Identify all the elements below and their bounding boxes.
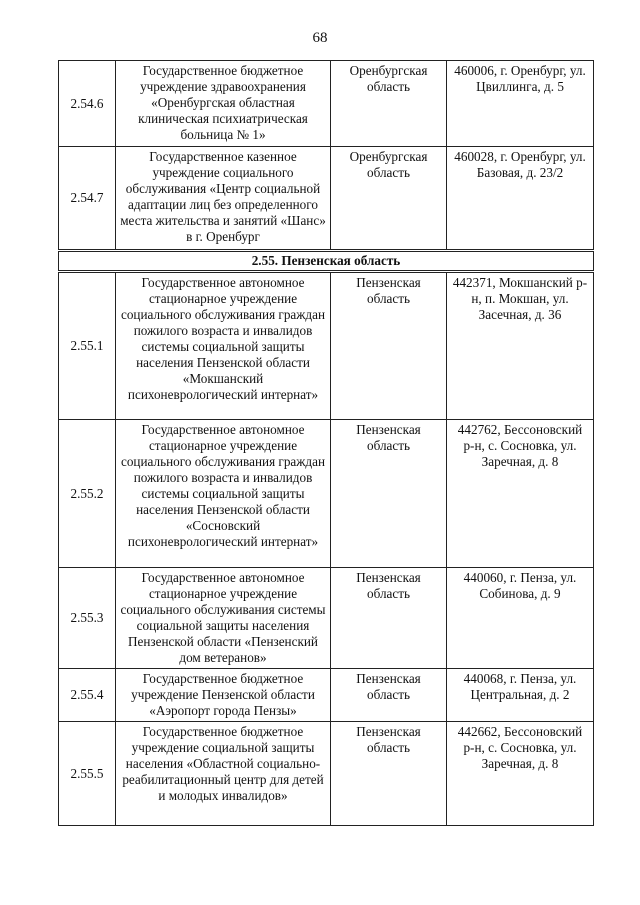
row-number: 2.54.6: [59, 61, 116, 147]
address: 460028, г. Оренбург, ул. Базовая, д. 23/2: [447, 147, 594, 251]
address: 440068, г. Пенза, ул. Центральная, д. 2: [447, 669, 594, 722]
institution-name: Государственное бюджетное учреждение социальной защиты населения «Областной социально-реабилитационный центр для детей и молодых инвалидов»: [116, 722, 331, 826]
table-row: [59, 420, 594, 568]
institution-name: Государственное автономное стационарное учреждение социального обслуживания граждан пожилого возраста и инвалидов системы социальной защиты населения Пензенской области «Сосновский психоневрологический интернат»: [116, 420, 331, 568]
row-number: 2.55.2: [59, 420, 116, 568]
address: 460006, г. Оренбург, ул. Цвиллинга, д. 5: [447, 61, 594, 147]
region: Оренбургская область: [331, 61, 447, 147]
address: 442371, Мокшанский р-н, п. Мокшан, ул. Засечная, д. 36: [447, 272, 594, 420]
institution-name: Государственное автономное стационарное учреждение социального обслуживания системы социальной защиты населения Пензенской области «Пензенский дом ветеранов»: [116, 568, 331, 669]
row-number: 2.55.3: [59, 568, 116, 669]
row-number: 2.55.4: [59, 669, 116, 722]
region: Пензенская область: [331, 272, 447, 420]
page-number: 68: [312, 30, 328, 46]
table-row: [59, 568, 594, 669]
row-number: 2.54.7: [59, 147, 116, 251]
table-row: [59, 147, 594, 251]
row-number: 2.55.1: [59, 272, 116, 420]
institution-name: Государственное автономное стационарное учреждение социального обслуживания граждан пожилого возраста и инвалидов системы социальной защиты населения Пензенской области «Мокшанский психоневрологический интернат»: [116, 272, 331, 420]
region: Пензенская область: [331, 722, 447, 826]
institution-name: Государственное бюджетное учреждение здравоохранения «Оренбургская областная клиническая психиатрическая больница № 1»: [116, 61, 331, 147]
address: 442762, Бессоновский р-н, с. Сосновка, ул. Заречная, д. 8: [447, 420, 594, 568]
institution-name: Государственное бюджетное учреждение Пензенской области «Аэропорт города Пензы»: [116, 669, 331, 722]
section-title: 2.55. Пензенская область: [59, 251, 594, 272]
table-row: [59, 272, 594, 420]
region: Пензенская область: [331, 420, 447, 568]
region: Пензенская область: [331, 669, 447, 722]
registry-table: [58, 60, 594, 826]
table-row: [59, 61, 594, 147]
address: 442662, Бессоновский р-н, с. Сосновка, ул. Заречная, д. 8: [447, 722, 594, 826]
address: 440060, г. Пенза, ул. Собинова, д. 9: [447, 568, 594, 669]
region: Оренбургская область: [331, 147, 447, 251]
region: Пензенская область: [331, 568, 447, 669]
row-number: 2.55.5: [59, 722, 116, 826]
institution-name: Государственное казенное учреждение социального обслуживания «Центр социальной адаптации лиц без определенного места жительства и занятий «Шанс» в г. Оренбург: [116, 147, 331, 251]
section-header-row: [59, 251, 594, 272]
table-row: [59, 722, 594, 826]
table-row: [59, 669, 594, 722]
